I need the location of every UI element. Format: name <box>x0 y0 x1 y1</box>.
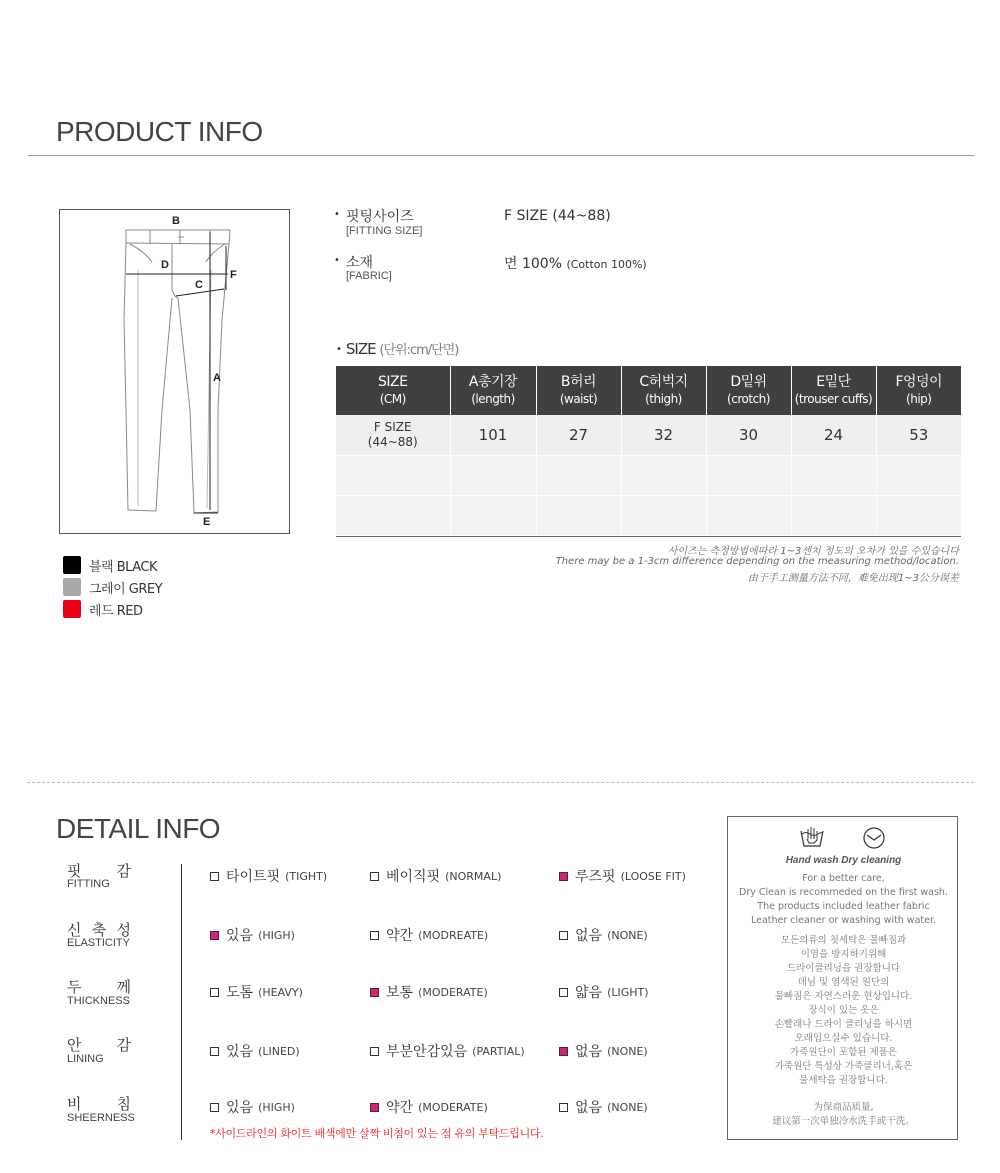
fabric-label: 소재 <box>346 255 374 271</box>
checkbox-checked-icon <box>210 931 219 940</box>
table-cell <box>876 455 961 495</box>
size-table <box>336 366 961 535</box>
attr-lining-ko <box>67 1034 131 1055</box>
header-sub: (hip) <box>906 391 932 406</box>
size-table-header <box>706 366 791 415</box>
option-label-en: (MODERATE) <box>418 1100 488 1114</box>
option-label: 부분안감있음 <box>386 1044 468 1060</box>
table-row-empty <box>336 495 961 535</box>
table-cell <box>621 455 706 495</box>
option-label-en: (NORMAL) <box>445 869 502 883</box>
color-label: 그레이 GREY <box>89 581 163 597</box>
detail-info-vertical-rule <box>181 864 182 1140</box>
color-option-red <box>63 600 143 618</box>
header-main: B허리 <box>560 374 597 391</box>
attr-char: 침 <box>116 1095 131 1113</box>
option-label-en: (TIGHT) <box>285 869 328 883</box>
attr-char: 핏 <box>67 862 82 880</box>
fabric-label-en: [FABRIC] <box>346 270 392 282</box>
option-label-en: (MODERATE) <box>418 985 488 999</box>
attr-char: 축 <box>91 921 107 939</box>
option-label-en: (NONE) <box>607 1044 648 1058</box>
care-line: 오래입으실수 있습니다. <box>794 1033 893 1044</box>
option-label-en: (MODREATE) <box>418 928 489 942</box>
table-cell <box>876 495 961 535</box>
table-cell <box>450 495 536 535</box>
attr-char: 감 <box>116 862 131 880</box>
option-tight <box>210 866 327 886</box>
header-main: C허벅지 <box>639 374 688 391</box>
attr-char: 감 <box>116 1036 131 1054</box>
checkbox-checked-icon <box>559 872 568 881</box>
attr-sheerness-ko <box>67 1093 131 1114</box>
care-text-zh <box>728 1101 959 1129</box>
row-size-sub: (44~88) <box>367 434 418 449</box>
header-sub: (waist) <box>559 391 598 406</box>
attr-char: 께 <box>116 978 131 996</box>
attr-sheerness-en: SHEERNESS <box>67 1112 135 1124</box>
diagram-label-f: F <box>230 269 237 281</box>
option-partial <box>370 1041 525 1061</box>
checkbox-icon <box>559 931 568 940</box>
table-cell: 24 <box>791 415 876 455</box>
fitting-size-label: 핏팅사이즈 <box>346 209 414 225</box>
checkbox-icon <box>370 1047 379 1056</box>
diagram-label-c: C <box>195 279 203 291</box>
option-label-en: (LIGHT) <box>607 985 649 999</box>
care-text-ko <box>728 934 959 1088</box>
size-table-bottom-rule <box>336 536 961 537</box>
color-label: 블랙 BLACK <box>89 559 157 575</box>
care-line: 장식이 있는 옷은 <box>808 1005 879 1016</box>
care-line: 데님 및 염색된 원단의 <box>797 977 890 988</box>
size-table-header <box>450 366 536 415</box>
color-swatch-grey <box>63 578 81 596</box>
color-option-grey <box>63 578 162 596</box>
option-heavy <box>210 982 303 1002</box>
dry-cleaning-icon <box>862 826 886 850</box>
option-label: 얇음 <box>575 985 603 1001</box>
diagram-label-a: A <box>213 372 221 384</box>
option-label-en: (PARTIAL) <box>472 1044 525 1058</box>
option-none <box>559 925 648 945</box>
care-line: 손빨래나 드라이 클리닝을 하시면 <box>774 1019 913 1030</box>
table-cell <box>706 455 791 495</box>
color-option-black <box>63 556 157 574</box>
option-none <box>559 1041 648 1061</box>
header-main: F엉덩이 <box>895 374 943 391</box>
checkbox-icon <box>210 1103 219 1112</box>
table-cell: 53 <box>876 415 961 455</box>
checkbox-icon <box>370 872 379 881</box>
product-info-divider <box>28 155 974 156</box>
checkbox-icon <box>210 988 219 997</box>
care-line: 为保商品质量, <box>813 1102 874 1113</box>
size-note-ko: 사이즈는 측정방법에따라 1~3센치 정도의 오차가 있을 수있습니다 <box>667 546 959 557</box>
care-line: Dry Clean is recommeded on the first wash. <box>739 887 948 898</box>
attr-char: 신 <box>67 921 82 939</box>
row-size: F SIZE <box>373 420 412 435</box>
care-line: 물세탁을 권장합니다. <box>799 1075 888 1086</box>
option-label: 도톰 <box>226 985 254 1001</box>
bullet-icon: • <box>336 344 341 355</box>
option-label: 베이직핏 <box>386 869 441 885</box>
option-label-en: (NONE) <box>607 928 648 942</box>
option-label: 있음 <box>226 1044 254 1060</box>
table-cell: 32 <box>621 415 706 455</box>
table-row-empty <box>336 455 961 495</box>
checkbox-icon <box>559 988 568 997</box>
header-main: A총기장 <box>468 374 518 391</box>
option-moderate <box>370 1097 488 1117</box>
color-label: 레드 RED <box>89 603 143 619</box>
bullet-icon: • <box>334 255 340 266</box>
fitting-size-value: F SIZE (44~88) <box>504 208 611 224</box>
option-label: 약간 <box>386 928 414 944</box>
fabric-value-main: 면 100% <box>504 256 562 272</box>
header-sub: (trouser cuffs) <box>794 391 873 406</box>
care-icons-label: Hand wash Dry cleaning <box>785 855 902 866</box>
attr-thickness-en: THICKNESS <box>67 995 130 1007</box>
option-label-en: (HIGH) <box>258 928 295 942</box>
hand-wash-icon <box>798 825 826 849</box>
care-line: 建议第一次单独冷水洗手或干洗。 <box>772 1116 915 1127</box>
product-info-title: PRODUCT INFO <box>56 116 263 147</box>
header-main: SIZE <box>378 374 408 391</box>
diagram-label-b: B <box>172 215 180 227</box>
option-light <box>559 982 649 1002</box>
table-cell <box>536 455 621 495</box>
fabric-value <box>504 253 647 273</box>
option-label: 있음 <box>226 928 254 944</box>
option-loose-fit <box>559 866 686 886</box>
table-cell: 101 <box>450 415 536 455</box>
size-table-header <box>336 366 450 415</box>
table-cell <box>791 455 876 495</box>
table-cell <box>450 455 536 495</box>
option-label-en: (LOOSE FIT) <box>620 869 686 883</box>
table-cell <box>336 455 450 495</box>
care-line: Leather cleaner or washing with water. <box>750 915 937 926</box>
option-none <box>559 1097 648 1117</box>
option-label-en: (HIGH) <box>258 1100 295 1114</box>
attr-lining-en: LINING <box>67 1053 104 1065</box>
pants-outline-illustration <box>60 210 289 533</box>
care-line: 가죽원단 특성상 가죽클리너,혹은 <box>774 1061 913 1072</box>
option-label: 루즈핏 <box>575 869 616 885</box>
option-label: 없음 <box>575 928 603 944</box>
size-table-header <box>876 366 961 415</box>
checkbox-icon <box>210 1047 219 1056</box>
fitting-size-label-en: [FITTING SIZE] <box>346 225 423 237</box>
option-label-en: (NONE) <box>607 1100 648 1114</box>
care-line: The products included leather fabric <box>757 901 930 912</box>
option-lined <box>210 1041 300 1061</box>
section-divider <box>27 782 974 783</box>
color-swatch-black <box>63 556 81 574</box>
size-table-header-row <box>336 366 961 415</box>
diagram-label-d: D <box>161 259 169 271</box>
fabric-value-note: (Cotton 100%) <box>566 258 647 271</box>
bullet-icon: • <box>334 209 340 220</box>
option-high <box>210 1097 295 1117</box>
size-section-title: SIZE <box>345 340 376 358</box>
size-table-header <box>621 366 706 415</box>
sheerness-note: *사이드라인의 화이트 배색에만 살짝 비침이 있는 점 유의 부탁드립니다. <box>210 1127 544 1140</box>
header-sub: (crotch) <box>727 391 770 406</box>
attr-char: 두 <box>67 978 82 996</box>
care-line: For a better care, <box>802 873 885 884</box>
table-row <box>336 415 961 455</box>
size-section-unit: (단위:cm/단면) <box>379 343 459 358</box>
option-normal <box>370 866 501 886</box>
header-sub: (length) <box>471 391 515 406</box>
option-label-en: (HEAVY) <box>258 985 303 999</box>
size-table-row-head <box>336 415 450 455</box>
attr-fitting-en: FITTING <box>67 878 110 890</box>
size-table-header <box>791 366 876 415</box>
option-moderate <box>370 925 488 945</box>
option-moderate <box>370 982 488 1002</box>
option-label: 없음 <box>575 1100 603 1116</box>
pants-measurement-diagram <box>59 209 290 534</box>
checkbox-checked-icon <box>370 988 379 997</box>
care-line: 드라이클리닝을 권장합니다 <box>786 963 901 974</box>
table-cell <box>336 495 450 535</box>
table-cell <box>536 495 621 535</box>
option-label: 약간 <box>386 1100 414 1116</box>
option-label: 있음 <box>226 1100 254 1116</box>
diagram-label-e: E <box>203 516 211 528</box>
attr-char: 비 <box>67 1095 82 1113</box>
attr-char: 성 <box>116 921 131 939</box>
option-label: 보통 <box>386 985 414 1001</box>
option-label: 타이트핏 <box>226 869 281 885</box>
size-note-zh: 由于手工测量方法不同，难免出现1~3公分误差 <box>747 573 959 584</box>
care-text-en <box>728 872 959 928</box>
attr-thickness-ko <box>67 976 131 997</box>
header-main: E밑단 <box>816 374 851 391</box>
size-section-heading <box>336 339 458 358</box>
table-cell <box>706 495 791 535</box>
option-label: 없음 <box>575 1044 603 1060</box>
checkbox-icon <box>559 1103 568 1112</box>
option-label-en: (LINED) <box>258 1044 300 1058</box>
attr-elasticity-en: ELASTICITY <box>67 937 130 949</box>
attr-char: 안 <box>67 1036 82 1054</box>
checkbox-checked-icon <box>370 1103 379 1112</box>
header-sub: (thigh) <box>645 391 682 406</box>
checkbox-icon <box>370 931 379 940</box>
care-instructions-box <box>727 816 958 1140</box>
table-cell <box>791 495 876 535</box>
care-line: 물빠짐은 자연스러운 현상입니다. <box>774 991 913 1002</box>
checkbox-icon <box>210 872 219 881</box>
table-cell: 30 <box>706 415 791 455</box>
care-line: 모든의류의 첫세탁은 물빠짐과 <box>780 935 907 946</box>
header-main: D밑위 <box>730 374 767 391</box>
detail-info-title: DETAIL INFO <box>56 813 221 844</box>
care-line: 가죽원단이 포함된 제품은 <box>790 1047 897 1058</box>
checkbox-checked-icon <box>559 1047 568 1056</box>
size-note-en: There may be a 1-3cm difference depending on the measuring method/location. <box>555 556 959 567</box>
table-cell: 27 <box>536 415 621 455</box>
color-swatch-red <box>63 600 81 618</box>
care-line: 이염을 방지하기위해 <box>800 949 887 960</box>
option-high <box>210 925 295 945</box>
header-sub: (CM) <box>379 391 406 406</box>
size-table-header <box>536 366 621 415</box>
table-cell <box>621 495 706 535</box>
